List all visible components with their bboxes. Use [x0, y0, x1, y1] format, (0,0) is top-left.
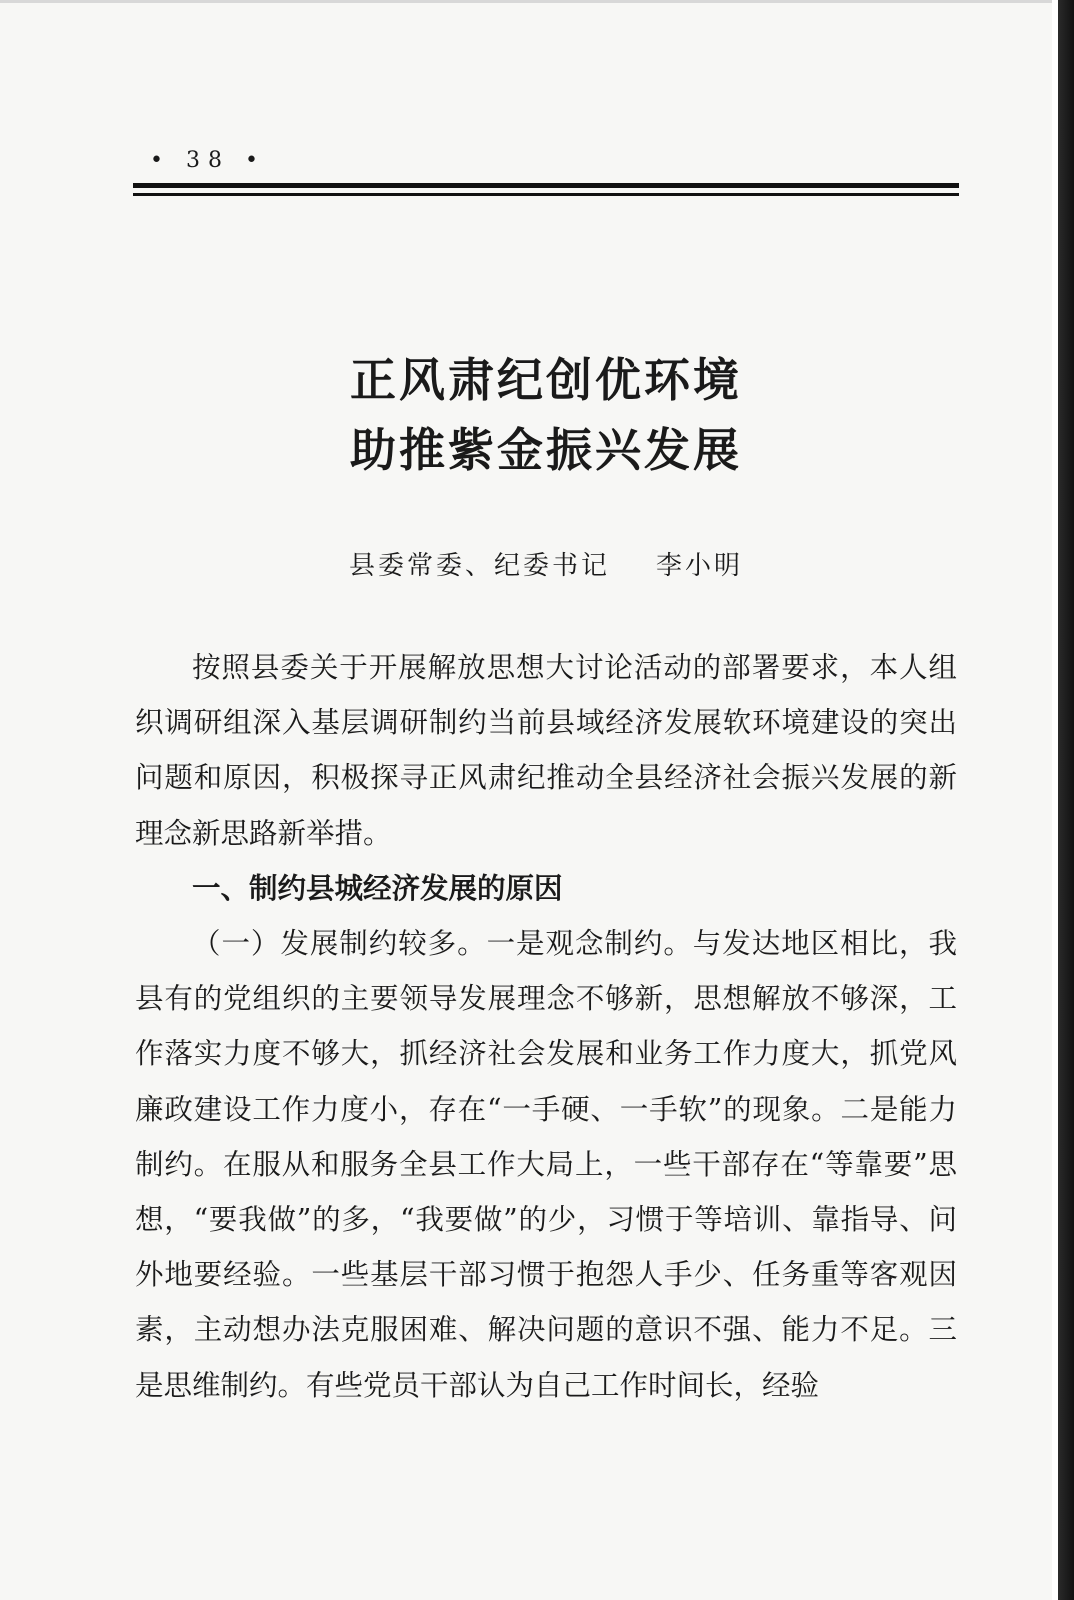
- article-title: [133, 345, 959, 485]
- author-position: 县委常委、纪委书记: [348, 551, 610, 581]
- paragraph-development-constraints: （一）发展制约较多。一是观念制约。与发达地区相比，我县有的党组织的主要领导发展理念不够新，思想解放不够深，工作落实力度不够大，抓经济社会发展和业务工作力度大，抓党风廉政建设工作力度小，存在“一手硬、一手软”的现象。二是能力制约。在服从和服务全县工作大局上，一些干部存在“等靠要”思想，“要我做”的多，“我要做”的少，习惯于等培训、靠指导、问外地要经验。一些基层干部习惯于抱怨人手少、任务重等客观因素，主动想办法克服困难、解决问题的意识不强、能力不足。三是思维制约。有些党员干部认为自己工作时间长，经验: [135, 927, 957, 1402]
- byline: [133, 545, 959, 582]
- author-name: 李小明: [656, 551, 744, 581]
- section-heading: 一、制约县城经济发展的原因: [192, 870, 563, 905]
- title-line-2: 助推紫金振兴发展: [350, 423, 742, 477]
- article-body: [135, 640, 957, 1413]
- title-line-1: 正风肃纪创优环境: [350, 353, 742, 407]
- scan-right-edge: [1052, 0, 1074, 1600]
- scan-top-edge: [0, 0, 1074, 3]
- header-rule-thick: [133, 183, 959, 188]
- header-rule-thin: [133, 193, 959, 196]
- paragraph-intro: 按照县委关于开展解放思想大讨论活动的部署要求，本人组织调研组深入基层调研制约当前县域经济发展软环境建设的突出问题和原因，积极探寻正风肃纪推动全县经济社会振兴发展的新理念新思路新举措。: [135, 651, 957, 850]
- page-number: • 38 •: [150, 148, 266, 173]
